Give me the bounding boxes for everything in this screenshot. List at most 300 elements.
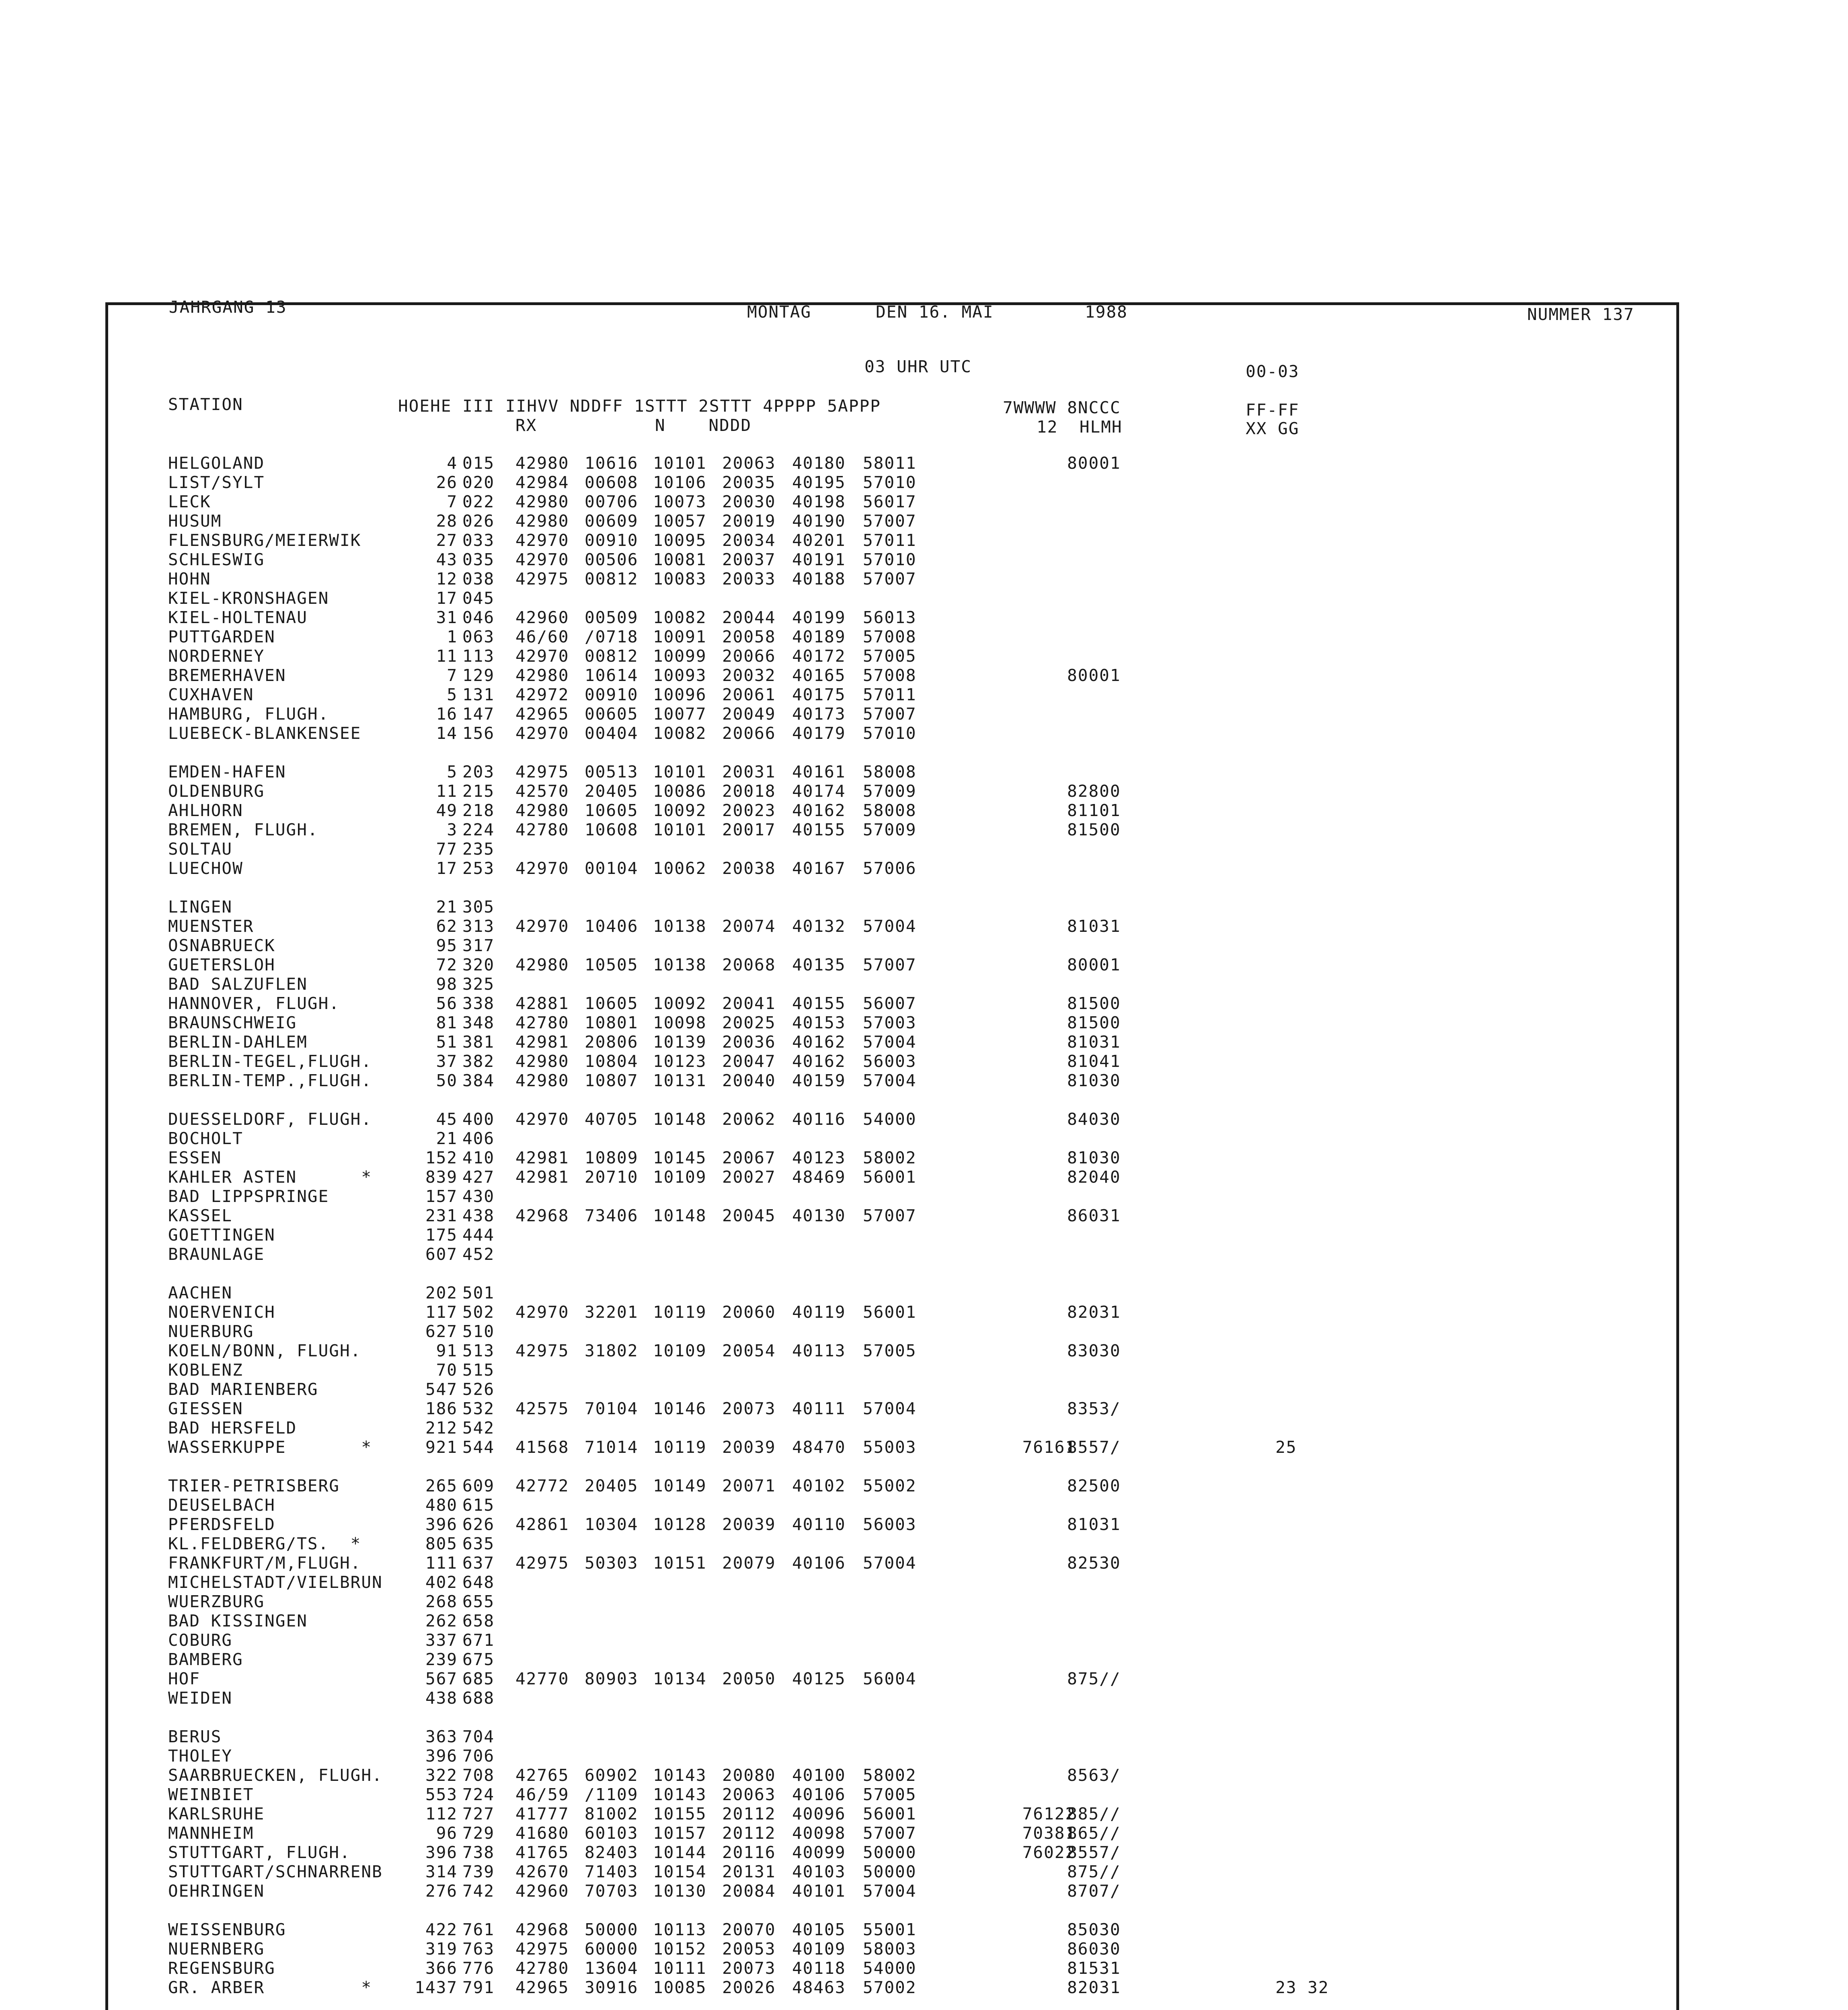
cell-f: 57007 (863, 511, 917, 531)
cell-e: 40198 (792, 492, 846, 511)
cell-c: 10091 (653, 627, 707, 646)
table-row (0, 1187, 1848, 1206)
cell-n: 8707/ (1067, 1881, 1121, 1901)
cell-f: 57006 (863, 859, 917, 878)
cell-i: 510 (462, 1322, 495, 1341)
cell-s: CUXHAVEN (168, 685, 254, 704)
cell-h: 50 (436, 1071, 458, 1090)
cell-a: 42975 (515, 569, 569, 589)
cell-h: 95 (436, 936, 458, 955)
cell-s: MANNHEIM (168, 1823, 254, 1843)
cell-f: 56003 (863, 1052, 917, 1071)
cell-d: 20061 (722, 685, 776, 704)
cell-e: 40190 (792, 511, 846, 531)
cell-e: 40191 (792, 550, 846, 569)
cell-f: 58003 (863, 1939, 917, 1959)
cell-a: 42980 (515, 666, 569, 685)
cell-i: 706 (462, 1746, 495, 1766)
cell-b: 20710 (585, 1167, 639, 1187)
cell-s: WUERZBURG (168, 1592, 265, 1611)
code-groups-subheader: RX N NDDD (515, 416, 752, 435)
cell-h: 402 (425, 1573, 458, 1592)
cell-e: 40116 (792, 1110, 846, 1129)
cell-s: REGENSBURG (168, 1959, 275, 1978)
cell-s: DEUSELBACH (168, 1495, 275, 1515)
cell-d: 20017 (722, 820, 776, 839)
table-row (0, 1167, 1848, 1187)
table-row (0, 1843, 1848, 1862)
cell-e: 40195 (792, 473, 846, 492)
table-row (0, 801, 1848, 820)
cell-i: 515 (462, 1360, 495, 1380)
cell-s: GIESSEN (168, 1399, 243, 1418)
cell-h: 96 (436, 1823, 458, 1843)
cell-d: 20068 (722, 955, 776, 974)
cell-i: 609 (462, 1476, 495, 1495)
cell-f: 50000 (863, 1862, 917, 1881)
cell-d: 20112 (722, 1804, 776, 1823)
table-row (0, 762, 1848, 781)
cell-b: 10801 (585, 1013, 639, 1032)
cell-b: 00608 (585, 473, 639, 492)
cell-s: BERUS (168, 1727, 222, 1746)
year-label: 1988 (1085, 302, 1128, 322)
cell-n: 875// (1067, 1669, 1121, 1688)
cell-i: 215 (462, 781, 495, 801)
cell-n: 83030 (1067, 1341, 1121, 1360)
cell-i: 430 (462, 1187, 495, 1206)
table-row (0, 646, 1848, 666)
cell-h: 202 (425, 1283, 458, 1302)
cell-f: 58008 (863, 762, 917, 781)
cell-d: 20030 (722, 492, 776, 511)
cell-b: 60902 (585, 1766, 639, 1785)
table-row (0, 511, 1848, 531)
cell-h: 276 (425, 1881, 458, 1901)
cell-h: 262 (425, 1611, 458, 1631)
cell-s: SCHLESWIG (168, 550, 265, 569)
cell-d: 20036 (722, 1032, 776, 1052)
cell-s: PUTTGARDEN (168, 627, 275, 646)
cell-e: 40167 (792, 859, 846, 878)
cell-b: 10406 (585, 917, 639, 936)
table-row (0, 820, 1848, 839)
cell-a: 46/59 (515, 1785, 569, 1804)
cell-a: 42975 (515, 762, 569, 781)
cell-e: 40153 (792, 1013, 846, 1032)
table-row (0, 781, 1848, 801)
cell-a: 42980 (515, 1071, 569, 1090)
cell-h: 268 (425, 1592, 458, 1611)
cell-e: 40109 (792, 1939, 846, 1959)
cell-s: OLDENBURG (168, 781, 265, 801)
cell-i: 671 (462, 1631, 495, 1650)
cell-h: 11 (436, 646, 458, 666)
cell-h: 17 (436, 859, 458, 878)
cell-b: 70703 (585, 1881, 639, 1901)
cell-f: 56003 (863, 1515, 917, 1534)
cell-n: 81500 (1067, 1013, 1121, 1032)
weekday-label: MONTAG (747, 302, 812, 322)
cell-b: 00706 (585, 492, 639, 511)
table-row (0, 1881, 1848, 1901)
table-row (0, 1129, 1848, 1148)
table-row (0, 1978, 1848, 1997)
cell-w: 70381 (1022, 1823, 1076, 1843)
cell-h: 117 (425, 1302, 458, 1322)
cell-c: 10092 (653, 801, 707, 820)
cell-i: 015 (462, 453, 495, 473)
cell-f: 57011 (863, 531, 917, 550)
cell-c: 10143 (653, 1785, 707, 1804)
table-row (0, 1746, 1848, 1766)
cell-s: BAMBERG (168, 1650, 243, 1669)
cell-e: 40180 (792, 453, 846, 473)
cell-b: 00812 (585, 646, 639, 666)
cell-a: 41680 (515, 1823, 569, 1843)
cell-n: 85030 (1067, 1920, 1121, 1939)
cell-n: 8563/ (1067, 1766, 1121, 1785)
cell-i: 381 (462, 1032, 495, 1052)
cell-n: 80001 (1067, 666, 1121, 685)
cell-a: 42970 (515, 1110, 569, 1129)
cell-c: 10083 (653, 569, 707, 589)
table-row (0, 685, 1848, 704)
cell-f: 56001 (863, 1302, 917, 1322)
table-row (0, 1804, 1848, 1823)
cell-a: 42970 (515, 859, 569, 878)
table-row (0, 1631, 1848, 1650)
cell-h: 7 (447, 492, 458, 511)
cell-f: 58008 (863, 801, 917, 820)
cell-f: 55001 (863, 1920, 917, 1939)
cell-h: 28 (436, 511, 458, 531)
cell-b: 20806 (585, 1032, 639, 1052)
cell-b: /1109 (585, 1785, 639, 1804)
cell-s: KIEL-KRONSHAGEN (168, 589, 329, 608)
cell-w: 76161 (1022, 1438, 1076, 1457)
cell-h: 21 (436, 1129, 458, 1148)
table-row (0, 994, 1848, 1013)
cell-a: 42981 (515, 1167, 569, 1187)
table-row (0, 1148, 1848, 1167)
cell-i: 444 (462, 1225, 495, 1245)
cell-f: 50000 (863, 1843, 917, 1862)
cell-f: 57003 (863, 1013, 917, 1032)
cell-e: 40199 (792, 608, 846, 627)
cell-e: 40106 (792, 1785, 846, 1804)
cell-w: 76022 (1022, 1843, 1076, 1862)
cell-i: 325 (462, 974, 495, 994)
cell-f: 57009 (863, 820, 917, 839)
cell-c: 10096 (653, 685, 707, 704)
cell-i: 113 (462, 646, 495, 666)
cell-d: 20019 (722, 511, 776, 531)
table-row (0, 897, 1848, 917)
cell-e: 40102 (792, 1476, 846, 1495)
cell-i: 400 (462, 1110, 495, 1129)
cell-s: WASSERKUPPE * (168, 1438, 372, 1457)
cell-d: 20058 (722, 627, 776, 646)
cell-i: 203 (462, 762, 495, 781)
wind-gust-header: FF-FF (1246, 400, 1300, 420)
cell-a: 41765 (515, 1843, 569, 1862)
cell-h: 186 (425, 1399, 458, 1418)
cell-h: 152 (425, 1148, 458, 1167)
cell-i: 156 (462, 724, 495, 743)
cell-a: 42981 (515, 1032, 569, 1052)
cell-h: 72 (436, 955, 458, 974)
cell-s: PFERDSFELD (168, 1515, 275, 1534)
cell-e: 48470 (792, 1438, 846, 1457)
cell-h: 396 (425, 1746, 458, 1766)
cell-d: 20116 (722, 1843, 776, 1862)
cell-s: BREMEN, FLUGH. (168, 820, 318, 839)
cell-s: HOF (168, 1669, 201, 1688)
cell-b: 10608 (585, 820, 639, 839)
cell-d: 20084 (722, 1881, 776, 1901)
cell-s: BREMERHAVEN (168, 666, 286, 685)
cell-f: 56004 (863, 1669, 917, 1688)
cell-b: 00513 (585, 762, 639, 781)
cell-s: STUTTGART/SCHNARRENB (168, 1862, 383, 1881)
cell-d: 20071 (722, 1476, 776, 1495)
cell-e: 40111 (792, 1399, 846, 1418)
cell-i: 648 (462, 1573, 495, 1592)
cell-a: 42765 (515, 1766, 569, 1785)
cell-s: KOBLENZ (168, 1360, 243, 1380)
cell-c: 10151 (653, 1553, 707, 1573)
cell-d: 20067 (722, 1148, 776, 1167)
table-row (0, 1573, 1848, 1592)
cell-x: 25 (1275, 1438, 1297, 1457)
cell-n: 86031 (1067, 1206, 1121, 1225)
cell-b: 10605 (585, 801, 639, 820)
cell-d: 20026 (722, 1978, 776, 1997)
table-row (0, 917, 1848, 936)
cell-b: 00506 (585, 550, 639, 569)
cell-n: 82031 (1067, 1302, 1121, 1322)
table-row (0, 704, 1848, 724)
cell-i: 305 (462, 897, 495, 917)
table-row (0, 589, 1848, 608)
cell-i: 147 (462, 704, 495, 724)
cell-a: 42980 (515, 1052, 569, 1071)
cell-h: 438 (425, 1688, 458, 1708)
cell-i: 438 (462, 1206, 495, 1225)
cell-s: FRANKFURT/M,FLUGH. (168, 1553, 361, 1573)
cell-e: 40162 (792, 1052, 846, 1071)
cell-f: 57004 (863, 1032, 917, 1052)
cell-b: 31802 (585, 1341, 639, 1360)
cell-h: 314 (425, 1862, 458, 1881)
cell-h: 17 (436, 589, 458, 608)
cell-h: 77 (436, 839, 458, 859)
cell-d: 20037 (722, 550, 776, 569)
cell-e: 40179 (792, 724, 846, 743)
date-label: DEN 16. MAI (876, 302, 994, 322)
cell-b: 80903 (585, 1669, 639, 1688)
cell-n: 82800 (1067, 781, 1121, 801)
cell-e: 40175 (792, 685, 846, 704)
cell-f: 56013 (863, 608, 917, 627)
table-row (0, 531, 1848, 550)
cell-i: 637 (462, 1553, 495, 1573)
cell-a: 42881 (515, 994, 569, 1013)
cell-f: 57008 (863, 666, 917, 685)
cell-c: 10077 (653, 704, 707, 724)
cell-h: 5 (447, 685, 458, 704)
cell-e: 40098 (792, 1823, 846, 1843)
cell-s: GOETTINGEN (168, 1225, 275, 1245)
cell-c: 10119 (653, 1302, 707, 1322)
cell-i: 502 (462, 1302, 495, 1322)
cell-d: 20027 (722, 1167, 776, 1187)
cell-f: 58002 (863, 1766, 917, 1785)
cell-c: 10081 (653, 550, 707, 569)
cell-h: 921 (425, 1438, 458, 1457)
cell-e: 40130 (792, 1206, 846, 1225)
cell-a: 42965 (515, 1978, 569, 1997)
cell-s: BAD KISSINGEN (168, 1611, 308, 1631)
cell-e: 40110 (792, 1515, 846, 1534)
cell-i: 046 (462, 608, 495, 627)
cell-d: 20073 (722, 1959, 776, 1978)
table-row (0, 859, 1848, 878)
cell-a: 42960 (515, 1881, 569, 1901)
table-row (0, 1013, 1848, 1032)
cell-e: 40188 (792, 569, 846, 589)
cell-c: 10144 (653, 1843, 707, 1862)
cell-c: 10106 (653, 473, 707, 492)
cell-h: 239 (425, 1650, 458, 1669)
cell-d: 20049 (722, 704, 776, 724)
cell-i: 708 (462, 1766, 495, 1785)
cell-a: 42968 (515, 1206, 569, 1225)
cell-e: 40201 (792, 531, 846, 550)
cell-s: WEIDEN (168, 1688, 233, 1708)
cell-f: 57004 (863, 1071, 917, 1090)
cell-i: 382 (462, 1052, 495, 1071)
cell-a: 42780 (515, 820, 569, 839)
table-row (0, 1438, 1848, 1457)
cell-c: 10057 (653, 511, 707, 531)
cell-h: 12 (436, 569, 458, 589)
cell-n: 8353/ (1067, 1399, 1121, 1418)
cell-s: HELGOLAND (168, 453, 265, 473)
cell-h: 422 (425, 1920, 458, 1939)
cell-a: 42980 (515, 801, 569, 820)
cell-d: 20025 (722, 1013, 776, 1032)
cell-c: 10098 (653, 1013, 707, 1032)
cell-b: 00605 (585, 704, 639, 724)
cell-d: 20066 (722, 724, 776, 743)
cell-b: 10605 (585, 994, 639, 1013)
cell-x: 23 32 (1275, 1978, 1329, 1997)
cell-e: 40165 (792, 666, 846, 685)
cell-s: NUERBURG (168, 1322, 254, 1341)
table-row (0, 1283, 1848, 1302)
cell-c: 10154 (653, 1862, 707, 1881)
cell-h: 27 (436, 531, 458, 550)
cell-e: 40106 (792, 1553, 846, 1573)
cell-f: 56017 (863, 492, 917, 511)
cell-a: 42970 (515, 724, 569, 743)
cell-i: 038 (462, 569, 495, 589)
cell-f: 57007 (863, 1823, 917, 1843)
table-row (0, 1071, 1848, 1090)
cell-c: 10109 (653, 1341, 707, 1360)
cell-i: 675 (462, 1650, 495, 1669)
cell-a: 42975 (515, 1341, 569, 1360)
cell-n: 81031 (1067, 1515, 1121, 1534)
cell-b: 81002 (585, 1804, 639, 1823)
cell-i: 532 (462, 1399, 495, 1418)
cell-c: 10128 (653, 1515, 707, 1534)
cell-h: 212 (425, 1418, 458, 1438)
cell-h: 31 (436, 608, 458, 627)
table-row (0, 1766, 1848, 1785)
cell-s: AACHEN (168, 1283, 233, 1302)
cell-h: 265 (425, 1476, 458, 1495)
cell-s: BRAUNLAGE (168, 1245, 265, 1264)
cell-f: 57004 (863, 917, 917, 936)
cell-n: 885// (1067, 1804, 1121, 1823)
cell-s: LECK (168, 492, 211, 511)
cell-n: 8557/ (1067, 1438, 1121, 1457)
cell-d: 20060 (722, 1302, 776, 1322)
cell-f: 56001 (863, 1804, 917, 1823)
cell-s: TRIER-PETRISBERG (168, 1476, 340, 1495)
cell-c: 10146 (653, 1399, 707, 1418)
cell-s: GUETERSLOH (168, 955, 275, 974)
station-column-header: STATION (168, 395, 243, 414)
cell-h: 175 (425, 1225, 458, 1245)
cell-b: 20405 (585, 781, 639, 801)
cell-h: 396 (425, 1843, 458, 1862)
cell-c: 10092 (653, 994, 707, 1013)
cell-i: 427 (462, 1167, 495, 1187)
table-row (0, 839, 1848, 859)
cell-h: 98 (436, 974, 458, 994)
table-row (0, 1650, 1848, 1669)
cell-f: 56001 (863, 1167, 917, 1187)
cell-i: 615 (462, 1495, 495, 1515)
cell-d: 20053 (722, 1939, 776, 1959)
cell-d: 20039 (722, 1515, 776, 1534)
cell-b: 10616 (585, 453, 639, 473)
cell-i: 035 (462, 550, 495, 569)
cell-i: 045 (462, 589, 495, 608)
cell-f: 57009 (863, 781, 917, 801)
cell-n: 81031 (1067, 1032, 1121, 1052)
cell-i: 022 (462, 492, 495, 511)
cell-c: 10082 (653, 608, 707, 627)
cell-h: 3 (447, 820, 458, 839)
cell-n: 81031 (1067, 917, 1121, 936)
cell-i: 348 (462, 1013, 495, 1032)
cell-i: 729 (462, 1823, 495, 1843)
cell-e: 48469 (792, 1167, 846, 1187)
table-row (0, 1611, 1848, 1631)
cell-h: 49 (436, 801, 458, 820)
cell-s: AHLHORN (168, 801, 243, 820)
cell-d: 20050 (722, 1669, 776, 1688)
cell-h: 480 (425, 1495, 458, 1515)
cell-a: 42780 (515, 1959, 569, 1978)
cell-b: 32201 (585, 1302, 639, 1322)
cell-s: BAD SALZUFLEN (168, 974, 308, 994)
